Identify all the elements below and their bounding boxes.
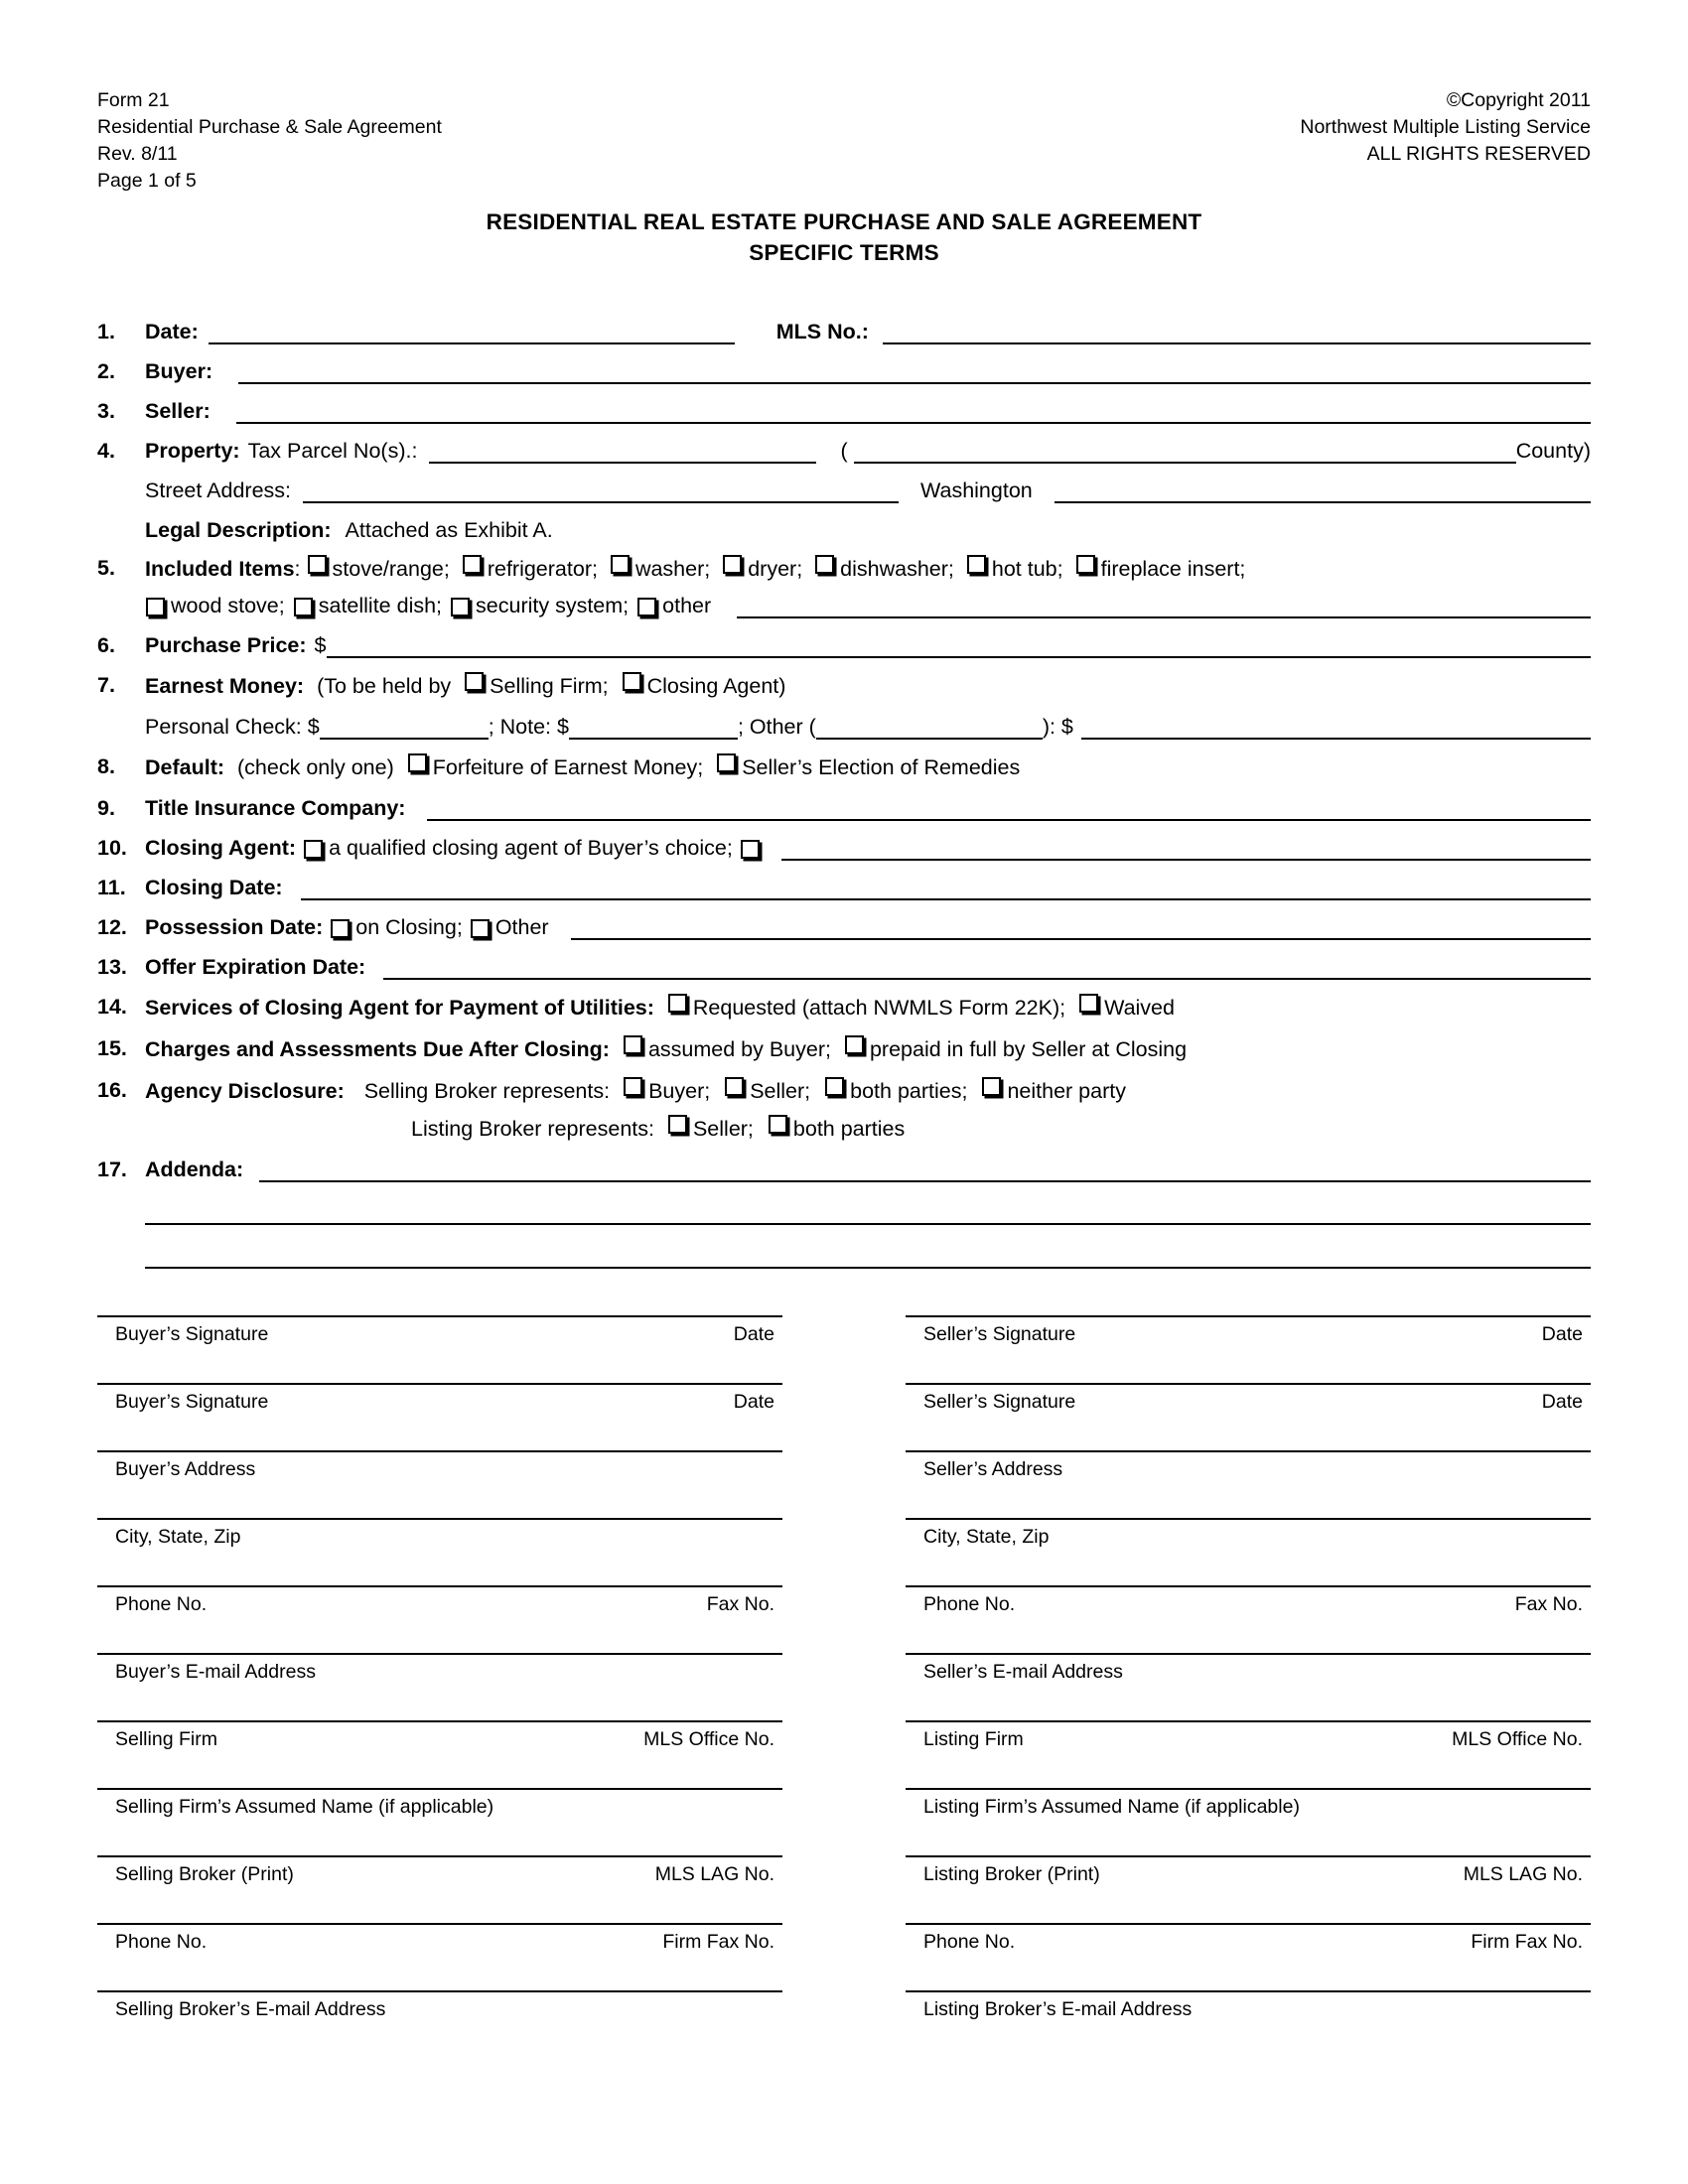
checkbox-closing-agent-other[interactable] <box>741 840 760 859</box>
closing-agent-option-qualified: a qualified closing agent of Buyer’s choice; <box>329 836 733 860</box>
checkbox-selling-broker-buyer[interactable] <box>624 1077 642 1096</box>
checkbox-listing-broker-both[interactable] <box>769 1115 787 1134</box>
checkbox-other-included[interactable] <box>637 598 656 616</box>
signature-field-row[interactable] <box>906 1720 1591 1788</box>
document-title <box>0 206 1688 268</box>
signature-caption-left: Buyer’s Signature <box>115 1323 269 1345</box>
selling-broker-option-seller: Seller; <box>750 1079 811 1103</box>
signature-rule <box>906 1518 1591 1520</box>
checkbox-utilities-waived[interactable] <box>1079 994 1098 1013</box>
checkbox-refrigerator[interactable] <box>463 555 482 574</box>
signature-caption-left: Phone No. <box>923 1593 1016 1615</box>
document-title-line1: RESIDENTIAL REAL ESTATE PURCHASE AND SALE AGREEMENT <box>486 209 1202 234</box>
street-address-label: Street Address: <box>145 478 291 502</box>
signature-field-row[interactable] <box>97 1518 782 1585</box>
signature-caption-left: Seller’s E-mail Address <box>923 1661 1123 1683</box>
signature-field-row[interactable] <box>906 1653 1591 1720</box>
addenda-label: Addenda: <box>145 1158 244 1181</box>
signature-caption-right: Firm Fax No. <box>1471 1931 1583 1953</box>
default-label: Default: <box>145 755 225 779</box>
checkbox-dryer[interactable] <box>723 555 742 574</box>
signature-field-row[interactable] <box>97 1923 782 1990</box>
signature-rule <box>97 1585 782 1587</box>
included-item-stove-range: stove/range; <box>332 557 450 581</box>
signature-rule <box>906 1585 1591 1587</box>
signature-caption-right: Date <box>733 1391 774 1413</box>
document-title-line2: SPECIFIC TERMS <box>749 240 939 265</box>
rights-reserved: ALL RIGHTS RESERVED <box>1366 143 1591 165</box>
legal-description-label: Legal Description: <box>145 518 332 542</box>
signature-rule <box>906 1450 1591 1452</box>
item-title-insurance <box>97 796 1591 836</box>
item-number-3: 3. <box>97 399 115 423</box>
signature-rule <box>906 1720 1591 1722</box>
services-closing-agent-label: Services of Closing Agent for Payment of Utilities: <box>145 996 654 1020</box>
tax-parcel-label: Tax Parcel No(s).: <box>247 439 418 463</box>
item-number-5: 5. <box>97 556 115 580</box>
included-item-dishwasher: dishwasher; <box>840 557 954 581</box>
item-earnest-money <box>97 673 1591 715</box>
closing-date-label: Closing Date: <box>145 876 283 899</box>
item-offer-expiration-date <box>97 955 1591 995</box>
included-item-refrigerator: refrigerator; <box>487 557 598 581</box>
checkbox-possession-on-closing[interactable] <box>331 919 350 938</box>
item-legal-description <box>97 518 1591 556</box>
signature-caption-left: Listing Firm’s Assumed Name (if applicable) <box>923 1796 1300 1818</box>
signature-field-row[interactable] <box>906 1855 1591 1923</box>
item-number-4: 4. <box>97 439 115 463</box>
legal-description-value: Attached as Exhibit A. <box>345 518 553 542</box>
selling-broker-option-both: both parties; <box>850 1079 968 1103</box>
default-option-forfeiture: Forfeiture of Earnest Money; <box>432 755 704 779</box>
property-label: Property: <box>145 439 240 463</box>
signature-block <box>97 1315 1591 2058</box>
checkbox-selling-broker-both[interactable] <box>825 1077 844 1096</box>
item-included-items <box>97 556 1591 594</box>
seller-signature-column <box>906 1315 1591 2058</box>
checkbox-earnest-closing-agent[interactable] <box>623 672 641 691</box>
selling-broker-option-neither: neither party <box>1007 1079 1126 1103</box>
included-items-colon: : <box>294 557 301 581</box>
signature-caption-left: Listing Broker’s E-mail Address <box>923 1998 1193 2020</box>
form-revision: Rev. 8/11 <box>97 143 178 165</box>
page-number: Page 1 of 5 <box>97 170 197 192</box>
checkbox-selling-broker-neither[interactable] <box>982 1077 1001 1096</box>
signature-field-row[interactable] <box>97 1788 782 1855</box>
item-seller <box>97 399 1591 439</box>
item-addenda <box>97 1158 1591 1201</box>
signature-field-row[interactable] <box>906 1518 1591 1585</box>
signature-rule <box>97 1315 782 1317</box>
signature-field-row[interactable] <box>97 1585 782 1653</box>
date-label: Date: <box>145 320 199 343</box>
signature-field-row[interactable] <box>97 1383 782 1450</box>
checkbox-charges-assumed-by-buyer[interactable] <box>624 1035 642 1054</box>
signature-caption-right: Fax No. <box>706 1593 774 1615</box>
form-number: Form 21 <box>97 89 170 111</box>
signature-caption-right: Date <box>733 1323 774 1345</box>
item-agency-disclosure <box>97 1078 1591 1116</box>
purchase-price-dollar-sign: $ <box>314 633 327 657</box>
included-item-washer: washer; <box>634 557 711 581</box>
earnest-money-held-by-text: (To be held by <box>317 674 452 698</box>
possession-option-other: Other <box>494 915 549 939</box>
title-insurance-input-line[interactable] <box>427 797 1591 821</box>
earnest-other-label: ; Other ( <box>737 715 816 739</box>
item-closing-agent <box>97 836 1591 876</box>
checkbox-possession-other[interactable] <box>471 919 490 938</box>
possession-option-on-closing: on Closing; <box>355 915 463 939</box>
signature-caption-left: Buyer’s Signature <box>115 1391 269 1413</box>
selling-broker-represents-label: Selling Broker represents: <box>363 1079 611 1103</box>
purchase-price-input-line[interactable] <box>327 634 1592 658</box>
included-item-security-system: security system; <box>476 594 630 617</box>
signature-caption-left: Selling Firm <box>115 1728 217 1750</box>
item-number-10: 10. <box>97 836 127 860</box>
signature-field-row[interactable] <box>906 1788 1591 1855</box>
item-number-13: 13. <box>97 955 127 979</box>
signature-rule <box>97 1990 782 1992</box>
signature-field-row[interactable] <box>97 1653 782 1720</box>
checkbox-stove-range[interactable] <box>308 555 327 574</box>
item-earnest-money-amounts <box>97 715 1591 754</box>
earnest-other-desc-input-line[interactable] <box>816 716 1043 740</box>
signature-field-row[interactable] <box>906 1383 1591 1450</box>
item-included-items-line2 <box>97 594 1591 633</box>
agency-disclosure-label: Agency Disclosure: <box>145 1079 345 1103</box>
checkbox-washer[interactable] <box>611 555 630 574</box>
signature-rule <box>97 1450 782 1452</box>
copyright-line: ©Copyright 2011 <box>1446 89 1591 111</box>
signature-caption-right: Firm Fax No. <box>662 1931 774 1953</box>
default-option-election: Seller’s Election of Remedies <box>742 755 1021 779</box>
item-number-1: 1. <box>97 320 115 343</box>
item-number-6: 6. <box>97 633 115 657</box>
signature-rule <box>906 1315 1591 1317</box>
washington-label: Washington <box>920 478 1033 502</box>
buyer-label: Buyer: <box>145 359 213 383</box>
signature-caption-left: Listing Broker (Print) <box>923 1863 1100 1885</box>
listing-broker-represents-label: Listing Broker represents: <box>411 1117 654 1141</box>
checkbox-earnest-selling-firm[interactable] <box>465 672 484 691</box>
item-buyer <box>97 359 1591 399</box>
addenda-input-line-1[interactable] <box>259 1159 1591 1182</box>
checkbox-forfeiture-earnest-money[interactable] <box>408 753 427 772</box>
signature-field-row[interactable] <box>97 1855 782 1923</box>
signature-rule <box>97 1653 782 1655</box>
included-item-other: other <box>662 594 712 617</box>
buyer-input-line[interactable] <box>238 360 1591 384</box>
signature-caption-right: MLS LAG No. <box>654 1863 774 1885</box>
signature-rule <box>906 1855 1591 1857</box>
item-date <box>97 320 1591 359</box>
item-number-11: 11. <box>97 876 126 899</box>
checkbox-charges-prepaid-by-seller[interactable] <box>845 1035 864 1054</box>
item-number-8: 8. <box>97 754 115 778</box>
copyright-block <box>1300 87 1591 168</box>
signature-field-row[interactable] <box>97 1720 782 1788</box>
personal-check-label: Personal Check: $ <box>145 715 320 739</box>
signature-rule <box>97 1518 782 1520</box>
checkbox-sellers-election-remedies[interactable] <box>717 753 736 772</box>
checkbox-qualified-closing-agent[interactable] <box>304 840 323 859</box>
included-item-satellite-dish: satellite dish; <box>318 594 443 617</box>
buyer-signature-column <box>97 1315 782 2058</box>
checkbox-utilities-requested[interactable] <box>668 994 687 1013</box>
signature-field-row[interactable] <box>906 1450 1591 1518</box>
listing-broker-option-both: both parties <box>792 1117 906 1141</box>
seller-input-line[interactable] <box>236 400 1591 424</box>
signature-caption-right: MLS Office No. <box>643 1728 774 1750</box>
signature-caption-right: Date <box>1541 1391 1583 1413</box>
signature-field-row[interactable] <box>906 1923 1591 1990</box>
item-street-address <box>97 478 1591 518</box>
item-services-closing-agent <box>97 995 1591 1036</box>
page-header <box>97 87 1591 195</box>
item-number-17: 17. <box>97 1158 127 1181</box>
signature-rule <box>97 1720 782 1722</box>
earnest-other-amount-input-line[interactable] <box>1081 716 1591 740</box>
possession-date-label: Possession Date: <box>145 915 324 939</box>
services-option-waived: Waived <box>1104 996 1175 1020</box>
signature-caption-left: Phone No. <box>115 1593 208 1615</box>
item-default <box>97 754 1591 796</box>
checkbox-security-system[interactable] <box>451 598 470 616</box>
item-possession-date <box>97 915 1591 955</box>
signature-caption-left: Phone No. <box>115 1931 208 1953</box>
form-identification-block <box>97 87 442 195</box>
signature-caption-right: Fax No. <box>1514 1593 1583 1615</box>
included-item-wood-stove: wood stove; <box>171 594 285 617</box>
zip-input-line[interactable] <box>1055 479 1591 503</box>
signature-field-row[interactable] <box>97 1990 782 2058</box>
signature-caption-left: Selling Broker’s E-mail Address <box>115 1998 386 2020</box>
item-addenda-line2 <box>97 1201 1591 1245</box>
purchase-price-label: Purchase Price: <box>145 633 307 657</box>
title-insurance-label: Title Insurance Company: <box>145 796 406 820</box>
item-number-14: 14. <box>97 995 127 1019</box>
tax-parcel-input-line[interactable] <box>429 440 816 464</box>
signature-field-row[interactable] <box>97 1315 782 1383</box>
checkbox-satellite-dish[interactable] <box>294 598 313 616</box>
signature-rule <box>906 1788 1591 1790</box>
signature-rule <box>906 1923 1591 1925</box>
signature-field-row[interactable] <box>906 1585 1591 1653</box>
personal-check-input-line[interactable] <box>320 716 489 740</box>
form-title-line: Residential Purchase & Sale Agreement <box>97 116 442 138</box>
item-number-9: 9. <box>97 796 115 820</box>
earnest-selling-firm-label: Selling Firm; <box>490 674 609 698</box>
included-item-hot-tub: hot tub; <box>991 557 1063 581</box>
closing-date-input-line[interactable] <box>301 877 1591 900</box>
county-input-line[interactable] <box>854 440 1516 464</box>
addenda-input-line-3[interactable] <box>145 1245 1591 1269</box>
signature-rule <box>906 1990 1591 1992</box>
mls-no-input-line[interactable] <box>883 321 1591 344</box>
addenda-input-line-2[interactable] <box>145 1201 1591 1225</box>
signature-caption-left: Phone No. <box>923 1931 1016 1953</box>
signature-caption-left: Seller’s Signature <box>923 1323 1076 1345</box>
signature-caption-left: Buyer’s Address <box>115 1458 256 1480</box>
included-other-input-line[interactable] <box>737 595 1591 618</box>
listing-broker-option-seller: Seller; <box>692 1117 754 1141</box>
signature-rule <box>97 1383 782 1385</box>
included-item-dryer: dryer; <box>748 557 803 581</box>
county-label: County) <box>1515 439 1591 463</box>
item-number-2: 2. <box>97 359 115 383</box>
item-number-16: 16. <box>97 1078 127 1102</box>
signature-rule <box>906 1653 1591 1655</box>
item-closing-date <box>97 876 1591 915</box>
earnest-other-close-label: ): $ <box>1042 715 1073 739</box>
signature-field-row[interactable] <box>906 1990 1591 2058</box>
services-option-requested: Requested (attach NWMLS Form 22K); <box>692 996 1066 1020</box>
signature-rule <box>97 1788 782 1790</box>
checkbox-fireplace-insert[interactable] <box>1076 555 1095 574</box>
item-number-12: 12. <box>97 915 127 939</box>
signature-rule <box>97 1923 782 1925</box>
signature-caption-left: Seller’s Address <box>923 1458 1063 1480</box>
included-items-label: Included Items <box>145 557 295 581</box>
included-item-fireplace-insert: fireplace insert; <box>1100 557 1246 581</box>
note-label: ; Note: $ <box>488 715 569 739</box>
signature-caption-right: MLS LAG No. <box>1463 1863 1583 1885</box>
checkbox-wood-stove[interactable] <box>146 598 165 616</box>
organization-name: Northwest Multiple Listing Service <box>1300 116 1591 138</box>
default-check-one-note: (check only one) <box>237 755 394 779</box>
item-purchase-price <box>97 633 1591 673</box>
signature-caption-right: MLS Office No. <box>1452 1728 1583 1750</box>
closing-agent-input-line[interactable] <box>781 837 1591 861</box>
item-number-15: 15. <box>97 1036 127 1060</box>
checkbox-listing-broker-seller[interactable] <box>668 1115 687 1134</box>
offer-expiration-label: Offer Expiration Date: <box>145 955 366 979</box>
signature-rule <box>97 1855 782 1857</box>
signature-caption-left: Listing Firm <box>923 1728 1024 1750</box>
note-input-line[interactable] <box>569 716 738 740</box>
item-listing-broker-represents <box>97 1116 1591 1158</box>
item-property <box>97 439 1591 478</box>
signature-rule <box>906 1383 1591 1385</box>
charges-option-prepaid: prepaid in full by Seller at Closing <box>869 1037 1188 1061</box>
earnest-money-label: Earnest Money: <box>145 674 305 698</box>
possession-other-input-line[interactable] <box>571 916 1591 940</box>
signature-caption-left: City, State, Zip <box>923 1526 1050 1548</box>
signature-field-row[interactable] <box>97 1450 782 1518</box>
signature-caption-left: City, State, Zip <box>115 1526 241 1548</box>
signature-caption-left: Selling Broker (Print) <box>115 1863 294 1885</box>
item-charges-assessments <box>97 1036 1591 1078</box>
closing-agent-label: Closing Agent: <box>145 836 297 860</box>
signature-caption-left: Buyer’s E-mail Address <box>115 1661 316 1683</box>
date-input-line[interactable] <box>209 321 735 344</box>
checkbox-hot-tub[interactable] <box>967 555 986 574</box>
seller-label: Seller: <box>145 399 211 423</box>
selling-broker-option-buyer: Buyer; <box>648 1079 711 1103</box>
offer-expiration-input-line[interactable] <box>383 956 1591 980</box>
signature-field-row[interactable] <box>906 1315 1591 1383</box>
checkbox-selling-broker-seller[interactable] <box>725 1077 744 1096</box>
mls-no-label: MLS No.: <box>775 320 869 343</box>
item-addenda-line3 <box>97 1245 1591 1289</box>
specific-terms-list <box>97 320 1591 1289</box>
charges-assessments-label: Charges and Assessments Due After Closing: <box>145 1037 610 1061</box>
street-address-input-line[interactable] <box>303 479 899 503</box>
item-number-7: 7. <box>97 673 115 697</box>
checkbox-dishwasher[interactable] <box>815 555 834 574</box>
earnest-closing-agent-label: Closing Agent) <box>646 674 786 698</box>
paren-open: ( <box>840 439 848 463</box>
signature-caption-left: Selling Firm’s Assumed Name (if applicable) <box>115 1796 494 1818</box>
signature-caption-right: Date <box>1541 1323 1583 1345</box>
signature-caption-left: Seller’s Signature <box>923 1391 1076 1413</box>
charges-option-assumed: assumed by Buyer; <box>647 1037 831 1061</box>
